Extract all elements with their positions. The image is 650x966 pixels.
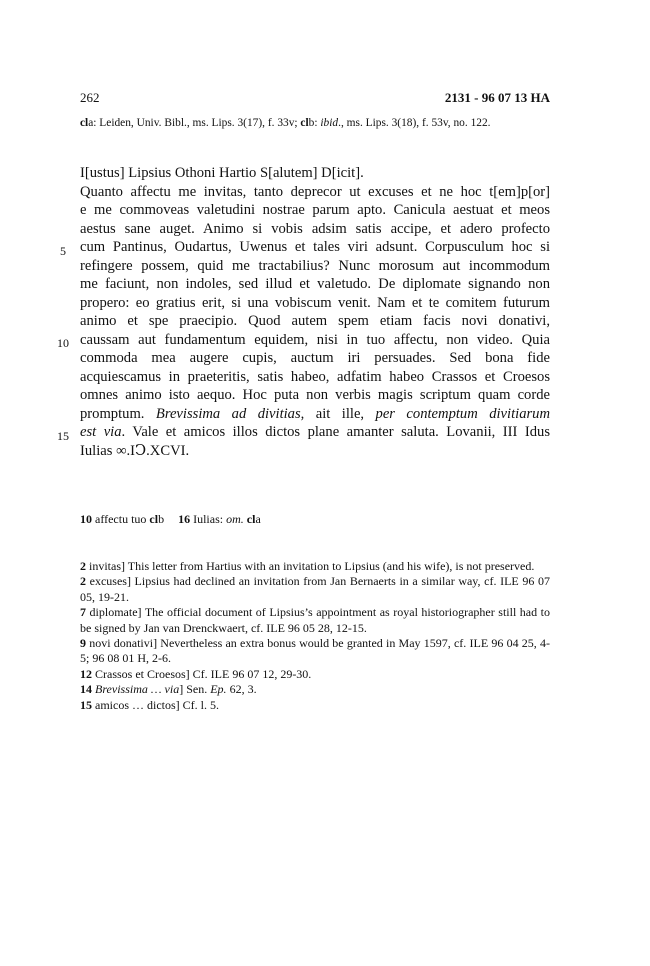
apparatus-text: affectu tuo — [92, 512, 150, 526]
note-line-ref: 2 — [80, 574, 86, 589]
note-italic: Ep. — [210, 682, 227, 697]
apparatus-line-ref: 10 — [80, 512, 92, 526]
note-text: Crassos et Croesos] Cf. ILE 96 07 12, 29-30. — [92, 666, 312, 681]
manuscript-sources — [80, 117, 570, 129]
siglum-suffix: a — [88, 117, 94, 129]
source-a-text: : Leiden, Univ. Bibl., ms. Lips. 3(17), f. 33v; — [93, 117, 301, 129]
note-line-ref: 12 — [80, 666, 92, 681]
running-header — [80, 90, 550, 106]
source-b-text: ., ms. Lips. 3(18), f. 53v, no. 122. — [338, 117, 491, 129]
note-text: excuses] Lipsius had declined an invitation from Jan Bernaerts in a similar way, cf. ILE 96 07 05, 19-21. — [80, 574, 550, 604]
line-number-10: 10 — [57, 336, 69, 350]
note — [80, 559, 550, 574]
line-text: . Vale et amicos illos dictos plane amanter saluta. Lovanii, III Idus — [121, 424, 550, 440]
letter-line: acquiescamus in praeteritis, satis habeo, adfatim habeo Crassos et Croesos — [80, 368, 550, 385]
ibid-abbrev: ibid — [320, 117, 339, 129]
note-text: ] Sen. — [179, 682, 211, 697]
quotation-italic: Brevissima ad divitias — [155, 405, 301, 422]
apparatus-line-ref: 16 — [178, 512, 191, 526]
note — [80, 667, 550, 682]
quotation-italic: est via — [80, 424, 122, 440]
letter-line: I[ustus] Lipsius Othoni Hartio S[alutem] D[icit]. — [80, 165, 364, 181]
source-b-colon: : — [314, 117, 321, 129]
letter-line: animo et spe praecipio. Quod autem spem etiam facis novi donativi, — [80, 313, 550, 329]
letter-line: aestus sane auget. Animo si vobis adsim satis accipe, et adero profecto — [80, 220, 550, 237]
letter-text — [80, 164, 550, 460]
note-line-ref: 7 — [80, 605, 86, 620]
note-line-ref: 2 — [80, 559, 86, 573]
siglum-cl: cl — [300, 117, 309, 129]
apparatus-text: Iulias: — [190, 512, 227, 526]
letter-line — [80, 405, 550, 424]
line-number-5: 5 — [60, 244, 66, 258]
letter-line: Iulias ∞.IↃ.XCVI. — [80, 442, 190, 459]
letter-line: caussam aut fundamentum equidem, nisi in tuo affectu, non video. Quia — [80, 331, 550, 348]
note-text: amicos … dictos] Cf. l. 5. — [92, 697, 219, 712]
siglum-cl: cl — [80, 117, 89, 129]
note-italic: Brevissima … via — [95, 682, 180, 697]
commentary-notes — [80, 559, 550, 713]
apparatus-om: om. — [226, 512, 244, 526]
page-number: 262 — [80, 90, 100, 105]
siglum-cl: cl — [246, 512, 256, 526]
note-text: diplomate] The official document of Lipsius’s appointment as royal historiographer still had to be signed by Jan van Drenckwaert, cf. ILE 96 05 28, 12-15. — [80, 605, 550, 635]
letter-line: commoda mea augere cupis, auctum iri persuades. Sed bona fide — [80, 350, 550, 366]
note-line-ref: 9 — [80, 636, 86, 651]
line-text: , ait ille, — [300, 405, 376, 422]
critical-apparatus — [80, 512, 261, 527]
note-line-ref: 15 — [80, 697, 92, 712]
note — [80, 698, 550, 713]
note — [80, 605, 550, 636]
quotation-italic: per contemptum divitiarum — [375, 405, 551, 422]
siglum-suffix: b — [158, 512, 165, 526]
note — [80, 636, 550, 667]
letter-line: me faciunt, non indoles, sed illud et valetudo. De diplomate signando non — [80, 276, 550, 292]
letter-line: omnes animo isto aequo. Hoc puta non verbis magis scriptum quam corde — [80, 387, 550, 403]
letter-line: refingere possem, quid me tractabilius? Nunc morosum aut incommodum — [80, 257, 550, 274]
siglum-cl: cl — [149, 512, 159, 526]
siglum-suffix: b — [308, 117, 315, 129]
letter-line — [80, 423, 550, 442]
note-text: invitas] This letter from Hartius with an invitation to Lipsius (and his wife), is not preserved. — [86, 559, 535, 573]
line-text: promptum. — [80, 405, 156, 422]
note — [80, 574, 550, 605]
siglum-suffix: a — [255, 512, 261, 526]
letter-line: Quanto affectu me invitas, tanto deprecor ut excuses et ne hoc t[em]p[or] — [80, 183, 550, 200]
letter-line: propero: eo gratius erit, si una vobiscum venit. Nam et te comitem futurum — [80, 294, 550, 311]
letter-line: e me commoveas valetudini nostrae parum apto. Canicula aestuat et meos — [80, 202, 550, 218]
note-text: novi donativi] Nevertheless an extra bonus would be granted in May 1597, cf. ILE 96 04 25, 4-5; 96 08 01 H, 2-6. — [80, 636, 550, 666]
line-number-15: 15 — [57, 429, 69, 443]
note — [80, 682, 550, 697]
letter-line: cum Pantinus, Oudartus, Uwenus et tales viri adsunt. Corpusculum hoc si — [80, 239, 550, 255]
note-text: 62, 3. — [226, 682, 257, 697]
note-line-ref: 14 — [80, 682, 92, 697]
letter-reference: 2131 - 96 07 13 HA — [444, 90, 550, 105]
